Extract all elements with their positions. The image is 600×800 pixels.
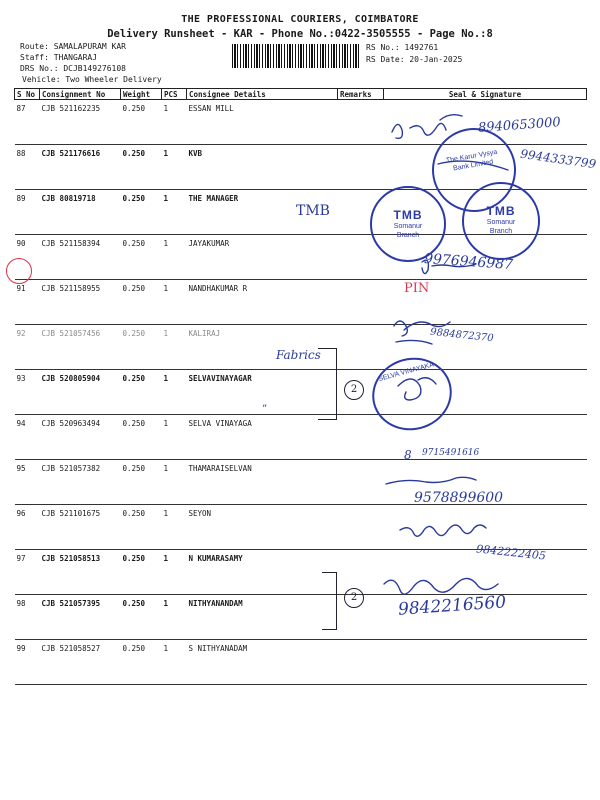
row-remarks (338, 640, 384, 685)
row-pcs: 1 (162, 235, 187, 280)
row-weight: 0.250 (121, 415, 162, 460)
rs-number: RS No.: 1492761 (366, 43, 439, 52)
route-label: Route: SAMALAPURAM KAR (20, 42, 126, 51)
table-row (15, 640, 587, 685)
row-sno: 94 (15, 415, 40, 460)
row-remarks (338, 280, 384, 325)
row-consignment: CJB 521058513 (40, 550, 121, 595)
company-title: THE PROFESSIONAL COURIERS, COIMBATORE (181, 14, 419, 25)
handwritten-bracket (322, 572, 337, 630)
row-weight: 0.250 (121, 100, 162, 145)
handwritten-phone-98: 9842222405 (475, 542, 547, 563)
row-remarks (338, 415, 384, 460)
row-weight: 0.250 (121, 190, 162, 235)
handwritten-tmb: TMB (296, 203, 330, 219)
row-sno: 90 (15, 235, 40, 280)
red-circle-mark (6, 258, 32, 284)
row-consignment: CJB 521101675 (40, 505, 121, 550)
row-pcs: 1 (162, 550, 187, 595)
row-consignment: CJB 521158955 (40, 280, 121, 325)
row-remarks (338, 145, 384, 190)
row-sno: 88 (15, 145, 40, 190)
row-consignment: CJB 520963494 (40, 415, 121, 460)
row-weight: 0.250 (121, 370, 162, 415)
row-pcs: 1 (162, 595, 187, 640)
row-consignee: SELVAVINAYAGAR (187, 370, 338, 415)
row-sno: 97 (15, 550, 40, 595)
row-consignee: NANDHAKUMAR R (187, 280, 338, 325)
row-sno: 92 (15, 325, 40, 370)
row-consignee: KALIRAJ (187, 325, 338, 370)
row-consignment: CJB 521057456 (40, 325, 121, 370)
handwritten-fabrics: Fabrics (276, 348, 321, 362)
row-pcs: 1 (162, 460, 187, 505)
row-remarks (338, 100, 384, 145)
row-consignment: CJB 521058527 (40, 640, 121, 685)
table-header (15, 89, 587, 100)
row-pcs: 1 (162, 325, 187, 370)
row-sno: 87 (15, 100, 40, 145)
row-consignment: CJB 521158394 (40, 235, 121, 280)
row-consignment: CJB 521057395 (40, 595, 121, 640)
col-seal-signature: Seal & Signature (384, 89, 587, 100)
handwritten-phone-92: 9884872370 (429, 326, 495, 345)
row-signature (384, 640, 587, 685)
row-consignment: CJB 521176616 (40, 145, 121, 190)
staff-label: Staff: THANGARAJ (20, 53, 98, 62)
row-consignee: JAYAKUMAR (187, 235, 338, 280)
runsheet-subtitle: Delivery Runsheet - KAR - Phone No.:0422-3505555 - Page No.:8 (107, 28, 493, 40)
row-weight: 0.250 (121, 280, 162, 325)
row-sno: 98 (15, 595, 40, 640)
row-sno: 91 (15, 280, 40, 325)
row-consignee: S NITHYANADAM (187, 640, 338, 685)
col-remarks: Remarks (338, 89, 384, 100)
tmb-seal-stamp-right: TMB Somanur Branch (462, 182, 540, 260)
col-consignment: Consignment No (40, 89, 121, 100)
col-weight: Weight (121, 89, 162, 100)
handwritten-phone-91: 9976946987 (423, 250, 514, 274)
handwritten-phone-96: 9578899600 (414, 490, 504, 506)
row-consignee: SEYON (187, 505, 338, 550)
row-consignee: KVB (187, 145, 338, 190)
row-consignee: SELVA VINAYAGA (187, 415, 338, 460)
row-pcs: 1 (162, 370, 187, 415)
handwritten-ditto-mark: ” (262, 404, 268, 415)
row-consignee: ESSAN MILL (187, 100, 338, 145)
row-weight: 0.250 (121, 550, 162, 595)
row-consignee: N KUMARASAMY (187, 550, 338, 595)
row-consignee: THAMARAISELVAN (187, 460, 338, 505)
circled-number-2: 2 (344, 380, 364, 400)
rs-date: RS Date: 20-Jan-2025 (366, 55, 463, 64)
row-pcs: 1 (162, 640, 187, 685)
handwritten-phone-99: 9842216560 (397, 592, 507, 620)
vehicle-label: Vehicle: Two Wheeler Delivery (22, 75, 162, 84)
row-weight: 0.250 (121, 505, 162, 550)
row-weight: 0.250 (121, 325, 162, 370)
row-remarks (338, 550, 384, 595)
row-pcs: 1 (162, 505, 187, 550)
row-sno: 89 (15, 190, 40, 235)
row-pcs: 1 (162, 190, 187, 235)
table-row (15, 505, 587, 550)
row-weight: 0.250 (121, 640, 162, 685)
drs-number: DRS No.: DCJB149276108 (20, 64, 126, 73)
table-row (15, 415, 587, 460)
row-consignment: CJB 521057382 (40, 460, 121, 505)
row-sno: 96 (15, 505, 40, 550)
row-weight: 0.250 (121, 235, 162, 280)
row-weight: 0.250 (121, 460, 162, 505)
row-pcs: 1 (162, 100, 187, 145)
handwritten-phone-95: 9715491616 (422, 448, 480, 458)
row-consignee: NITHYANANDAM (187, 595, 338, 640)
row-sno: 95 (15, 460, 40, 505)
handwritten-bracket (318, 348, 337, 420)
row-weight: 0.250 (121, 595, 162, 640)
table-row (15, 325, 587, 370)
col-sno: S No (15, 89, 40, 100)
row-remarks (338, 325, 384, 370)
row-consignment: CJB 520805904 (40, 370, 121, 415)
tmb-seal-stamp-left: TMB Somanur Branch (370, 186, 446, 262)
row-pcs: 1 (162, 280, 187, 325)
selva-vinayaka-stamp: SELVA VINAYAKA (364, 349, 460, 439)
handwritten-phone-87: 8940653000 (477, 115, 562, 136)
table-row (15, 370, 587, 415)
handwritten-phone-88: 9944333799 (519, 146, 597, 172)
col-pcs: PCS (162, 89, 187, 100)
row-remarks (338, 460, 384, 505)
barcode (232, 44, 360, 68)
row-sno: 99 (15, 640, 40, 685)
row-remarks (338, 505, 384, 550)
col-consignee: Consignee Details (187, 89, 338, 100)
row-pcs: 1 (162, 145, 187, 190)
row-pcs: 1 (162, 415, 187, 460)
row-sno: 93 (15, 370, 40, 415)
circled-number-2: 2 (344, 588, 364, 608)
table-row (15, 280, 587, 325)
kvb-seal-stamp: The Karur Vysya Bank Limited (425, 121, 522, 218)
row-consignee: THE MANAGER (187, 190, 338, 235)
handwritten-pin: PIN (404, 281, 430, 296)
row-weight: 0.250 (121, 145, 162, 190)
handwritten-eight: 8 (404, 448, 412, 462)
row-consignment: CJB 80819718 (40, 190, 121, 235)
row-consignment: CJB 521162235 (40, 100, 121, 145)
